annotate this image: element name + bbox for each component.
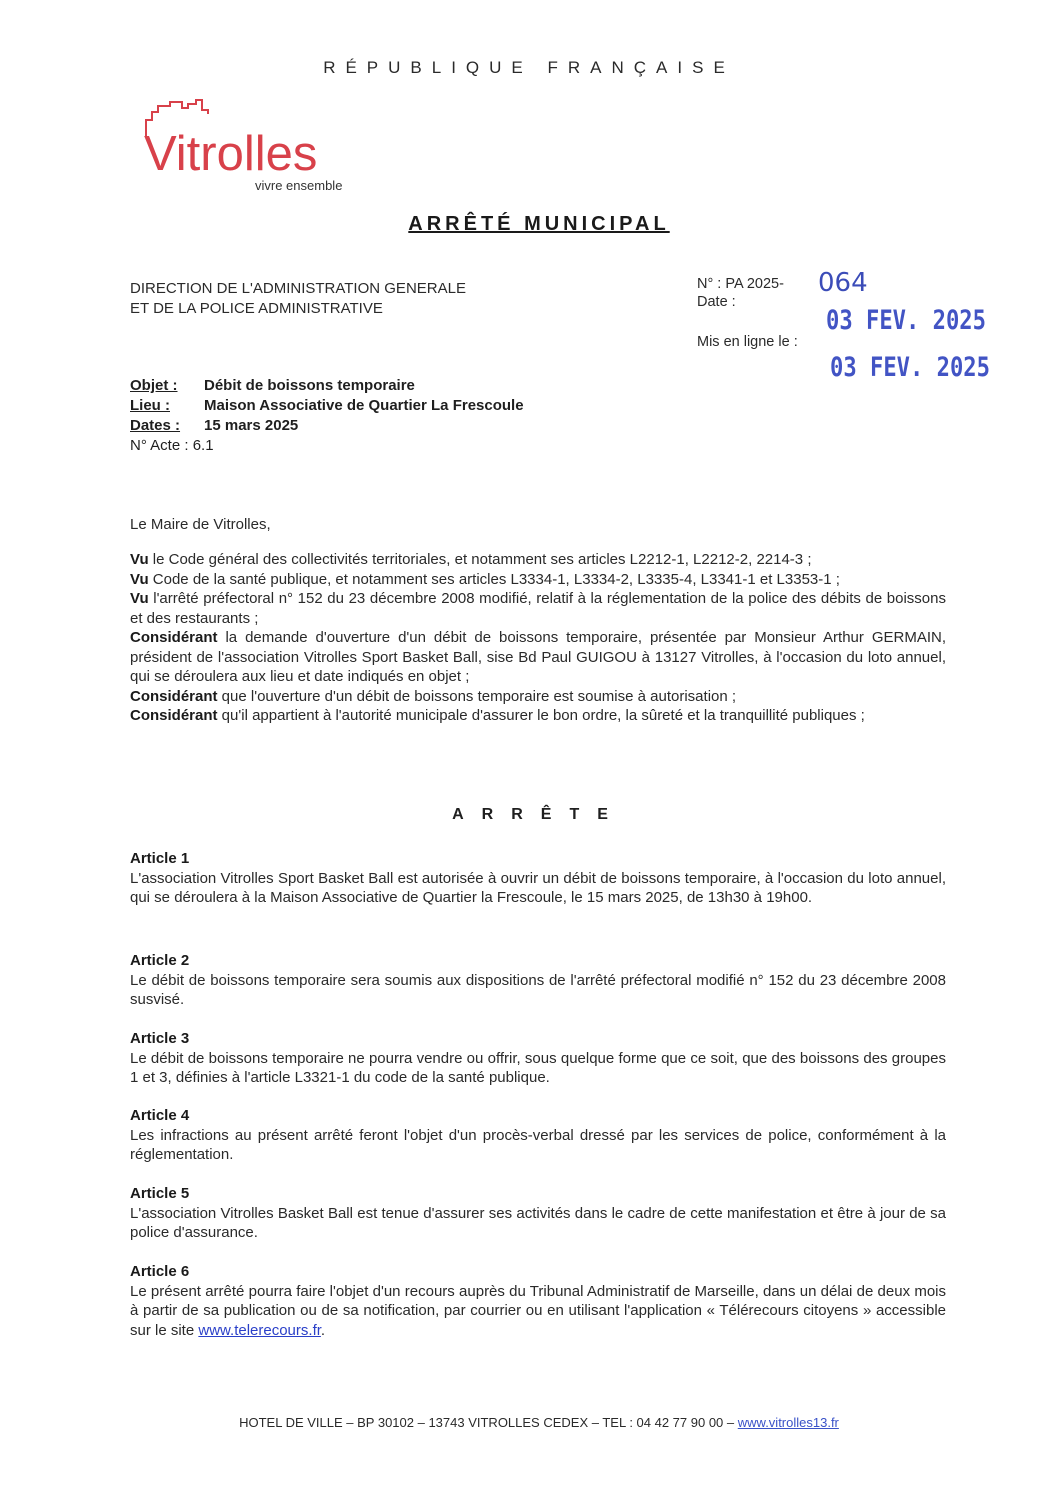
logo-tagline: vivre ensemble [255, 178, 343, 193]
telerecours-link[interactable]: www.telerecours.fr [198, 1321, 321, 1339]
visa-1: Vu le Code général des collectivités territoriales, et notamment ses articles L2212-1, L2212-2, 2214-3 ; [130, 551, 812, 568]
dates-label: Dates : [130, 417, 181, 434]
article-title: Article 3 [130, 1030, 190, 1047]
article-title: Article 5 [130, 1185, 190, 1202]
footer-address: HOTEL DE VILLE – BP 30102 – 13743 VITROLLES CEDEX – TEL : 04 42 77 90 00 – [239, 1415, 738, 1430]
considerant-3: Considérant qu'il appartient à l'autorité municipale d'assurer le bon ordre, la sûreté et la tranquillité publiques ; [130, 707, 865, 724]
direction-line-1: DIRECTION DE L'ADMINISTRATION GENERALE [130, 280, 466, 297]
direction-line-2: ET DE LA POLICE ADMINISTRATIVE [130, 300, 383, 317]
article-1 [130, 849, 946, 908]
lieu-value: Maison Associative de Quartier La Frescoule [204, 397, 524, 414]
acte-number: N° Acte : 6.1 [130, 437, 214, 454]
article-title: Article 1 [130, 850, 190, 867]
objet-label: Objet : [130, 377, 178, 394]
article-text: Les infractions au présent arrêté feront l'objet d'un procès-verbal dressé par les services de police, conformément à la réglementation. [130, 1126, 946, 1163]
date-stamp: 03 FEV. 2025 [826, 305, 986, 336]
article-title: Article 4 [130, 1107, 190, 1124]
online-date-stamp: 03 FEV. 2025 [830, 352, 990, 383]
article-text: L'association Vitrolles Basket Ball est tenue d'assurer ses activités dans le cadre de cette manifestation et être à jour de sa police d'assurance. [130, 1204, 946, 1241]
considerant-2: Considérant que l'ouverture d'un débit de boissons temporaire est soumise à autorisation ; [130, 687, 737, 705]
vitrolles-logo [138, 98, 388, 193]
article-text: Le débit de boissons temporaire ne pourra vendre ou offrir, sous quelque forme que ce soit, que des boissons des groupes 1 et 3, définies à l'article L3321-1 du code de la santé publique. [130, 1049, 946, 1086]
arrete-heading: ARRÊTE [452, 806, 626, 823]
online-label: Mis en ligne le : [697, 334, 798, 350]
article-title: Article 6 [130, 1263, 190, 1280]
article-4 [130, 1106, 946, 1165]
article-text: Le présent arrêté pourra faire l'objet d'un recours auprès du Tribunal Administratif de Marseille, dans un délai de deux mois à partir de sa publication ou de sa notification, par courrier ou en utilisant l'application « Télérecours citoyens » accessible sur le site www.telerecours.fr. [130, 1282, 946, 1339]
website-link[interactable]: www.vitrolles13.fr [737, 1415, 839, 1430]
article-3 [130, 1029, 946, 1088]
republique-header: RÉPUBLIQUE FRANÇAISE [323, 58, 735, 77]
article-text: L'association Vitrolles Sport Basket Ball est autorisée à ouvrir un débit de boissons temporaire, à l'occasion du loto annuel, qui se déroulera à la Maison Associative de Quartier la Frescoule, le 15 mars 2025, de 13h30 à 19h00. [130, 869, 946, 906]
logo-name: Vitrolles [144, 127, 318, 181]
article-title: Article 2 [130, 952, 190, 969]
footer [0, 1415, 1058, 1430]
visa-3: Vu l'arrêté préfectoral n° 152 du 23 décembre 2008 modifié, relatif à la réglementation de la police des débits de boissons et des restaurants ; [130, 590, 946, 627]
visa-2: Vu Code de la santé publique, et notamment ses articles L3334-1, L3334-2, L3335-4, L3341-1 et L3353-1 ; [130, 570, 840, 588]
reference-number-handwritten: 064 [818, 268, 868, 298]
lieu-label: Lieu : [130, 397, 170, 414]
date-label: Date : [697, 294, 736, 310]
considerant-1: Considérant la demande d'ouverture d'un débit de boissons temporaire, présentée par Monsieur Arthur GERMAIN, président de l'association Vitrolles Sport Basket Ball, sise Bd Paul GUIGOU à 13127 Vitrolles, à l'occasion du loto annuel, qui se déroulera aux lieu et date indiqués en objet ; [130, 629, 946, 685]
document-title: ARRÊTÉ MUNICIPAL [408, 213, 670, 235]
direction-block [130, 279, 466, 319]
maire-line: Le Maire de Vitrolles, [130, 516, 271, 533]
objet-value: Débit de boissons temporaire [204, 377, 415, 394]
article-5 [130, 1184, 946, 1243]
dates-value: 15 mars 2025 [204, 417, 299, 434]
article-2 [130, 951, 946, 1010]
visas-block [130, 550, 946, 726]
article-text: Le débit de boissons temporaire sera soumis aux dispositions de l'arrêté préfectoral modifié n° 152 du 23 décembre 2008 susvisé. [130, 971, 946, 1008]
reference-number-label: N° : PA 2025- [697, 276, 784, 292]
article-6 [130, 1262, 946, 1340]
subject-block [130, 376, 524, 456]
